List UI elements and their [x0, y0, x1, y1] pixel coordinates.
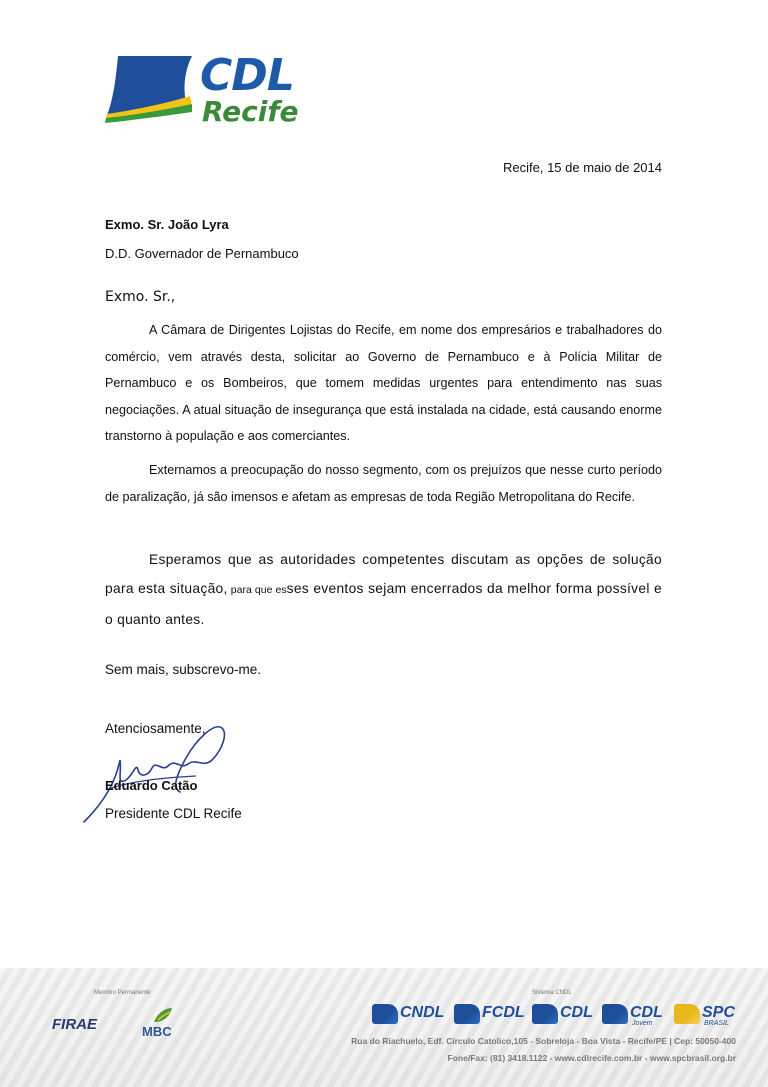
paragraph-3: [105, 545, 662, 634]
cdl-recife-logo: [104, 52, 304, 132]
footer-contact: Fone/Fax: (81) 3418.1122 - www.cdlrecife.com.br - www.spcbrasil.org.br: [447, 1053, 736, 1063]
letterhead-footer: Membro Permanente Sistema CNDL FIRAE MBC CNDL FCDL CDL CDL Jovem SPC BRASIL Rua do Riachuelo, Edf. Círculo Catolico,105 - Sobreloja - Boa Vista - Recife/PE | Cep: 50050-400 Fone/Fax: (81) 3418.1122 - www.cdlrecife.com.br - www.spcbrasil.org.br: [0, 968, 768, 1087]
mbc-leaf-icon: [152, 1006, 174, 1024]
paragraph-2: Externamos a preocupação do nosso segmento, com os prejuízos que nesse curto período de paralização, já são imensos e afetam as empresas de toda Região Metropolitana do Recife.: [105, 463, 662, 504]
recipient-title: D.D. Governador de Pernambuco: [105, 246, 299, 261]
closing-line: Sem mais, subscrevo-me.: [105, 662, 262, 677]
valediction: Atenciosamente,: [105, 721, 206, 736]
spc-mark-icon: [674, 1004, 700, 1024]
paragraph-1: A Câmara de Dirigentes Lojistas do Recife, em nome dos empresários e trabalhadores do comércio, vem através desta, solicitar ao Governo de Pernambuco e à Polícia Militar de Pernambuco e os Bombeiros, que tomem medidas urgentes para entendimento nas suas negociações. A atual situação de insegurança que está instalada na cidade, está causando enorme transtorno à população e aos comerciantes.: [105, 323, 662, 443]
logo-subtitle: Recife: [202, 95, 299, 128]
cdl-jovem-mark-icon: [602, 1004, 628, 1024]
firae-logo: FIRAE: [52, 1016, 97, 1033]
paragraph-3-part-3: ses eventos sejam encerrados da melhor forma possível e o quanto antes.: [105, 581, 663, 627]
signer-role: Presidente CDL Recife: [105, 806, 242, 821]
logo-title: CDL: [200, 50, 294, 101]
signer-name: Eduardo Catão: [105, 778, 198, 793]
salutation: Exmo. Sr.,: [105, 289, 176, 305]
sistema-label: Sistema CNDL: [532, 990, 572, 996]
fcdl-mark-icon: [454, 1004, 480, 1024]
cdl-mark-icon: [532, 1004, 558, 1024]
logo-mark-icon: [104, 52, 200, 124]
footer-pattern: [0, 968, 768, 1087]
paragraph-3-part-2: para que es: [227, 584, 287, 596]
letter-date: Recife, 15 de maio de 2014: [503, 160, 662, 175]
paragraph-3-part-1: Esperamos que as autoridades competentes discutam as opções de solução para esta situação,: [105, 552, 662, 596]
footer-address: Rua do Riachuelo, Edf. Círculo Catolico,105 - Sobreloja - Boa Vista - Recife/PE | Cep: 50050-400: [351, 1036, 736, 1046]
membro-label: Membro Permanente: [94, 990, 151, 996]
mbc-logo: MBC: [142, 1024, 172, 1039]
recipient-name: Exmo. Sr. João Lyra: [105, 217, 229, 232]
cndl-mark-icon: [372, 1004, 398, 1024]
